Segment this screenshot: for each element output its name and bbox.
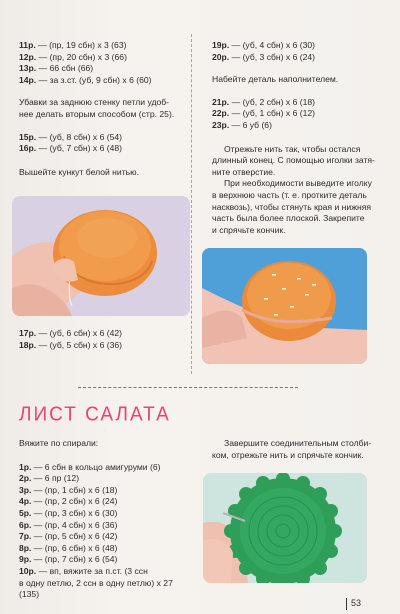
left-column-bottom <box>19 438 189 601</box>
paragraph-line: ните отверстие. <box>212 166 276 177</box>
note-line-2: нее делать вторым способом (стр. 25). <box>19 108 175 119</box>
row-text: — (уб, 6 сбн) х 6 (42) <box>36 328 123 338</box>
pattern-row <box>19 63 189 75</box>
intro-line: Вяжите по спирали: <box>19 438 99 448</box>
paragraph-line: Завершите соединительным столби- <box>224 438 372 448</box>
lettuce-illustration <box>203 473 367 583</box>
pattern-row <box>212 97 372 109</box>
left-column-mid <box>19 328 189 351</box>
row-number: 3р. <box>19 484 32 495</box>
row-10-total: (135) <box>19 589 40 600</box>
page-number: 53 <box>351 598 362 608</box>
row-text: — 6 уб (6) <box>229 119 272 130</box>
row-number: 23р. <box>212 119 230 130</box>
fill-note: Набейте деталь наполнителем. <box>212 74 339 85</box>
row-number: 16р. <box>19 143 37 154</box>
column-divider <box>191 34 192 374</box>
row-text: — вп, вяжите за п.ст. (3 ссн <box>36 565 148 576</box>
rows-list <box>212 40 372 63</box>
row-number: 19р. <box>212 40 230 50</box>
paragraph <box>212 178 372 236</box>
row-number: 5р. <box>19 507 32 518</box>
pattern-row <box>19 554 189 566</box>
pattern-row <box>19 52 189 64</box>
row-number: 7р. <box>19 531 32 542</box>
bun-illustration <box>12 196 190 316</box>
paragraph-line: часть была более плоской. Закрепите <box>212 213 365 224</box>
row-number: 2р. <box>19 473 32 484</box>
paragraph-line: и спрячьте кончик. <box>212 224 286 235</box>
right-column-bottom <box>212 438 372 461</box>
pattern-row <box>19 520 189 532</box>
row-number: 9р. <box>19 554 32 565</box>
row-number: 6р. <box>19 519 32 530</box>
note-line-1: Убавки за заднюю стенку петли удоб- <box>19 97 170 108</box>
row-text: — (уб, 5 сбн) х 6 (36) <box>36 339 123 350</box>
row-text: — (уб, 2 сбн) х 6 (18) <box>229 96 316 107</box>
row-number: 20р. <box>212 51 230 62</box>
paragraph-line: Отрежьте нить так, чтобы остался <box>224 143 361 154</box>
pattern-row <box>212 40 372 52</box>
row-number: 8р. <box>19 542 32 553</box>
row-number: 11р. <box>19 40 36 50</box>
pattern-row <box>19 473 189 485</box>
pattern-row <box>19 328 189 340</box>
paragraph-line: в верхнюю часть (т. е. протките деталь <box>212 189 367 200</box>
pattern-row <box>19 143 189 155</box>
row-number: 17р. <box>19 328 37 338</box>
row-number: 12р. <box>19 51 37 62</box>
row-text: — (пр, 20 сбн) х 3 (66) <box>36 51 127 62</box>
row-number: 15р. <box>19 131 37 142</box>
row-number: 21р. <box>212 96 230 107</box>
paragraph-line: длинный конец. С помощью иголки затя- <box>212 155 375 166</box>
embroider-note: Вышейте кункут белой нитью. <box>19 166 139 177</box>
left-column-top <box>19 40 189 178</box>
row-number: 14р. <box>19 74 37 85</box>
row-text: — (пр, 7 сбн) х 6 (54) <box>31 554 118 565</box>
row-text: — (уб, 7 сбн) х 6 (48) <box>36 143 123 154</box>
row-text: — (уб, 3 сбн) х 6 (24) <box>229 51 316 62</box>
paragraph <box>212 438 372 461</box>
row-10-cont: в одну петлю, 2 ссн в одну петлю) х 27 <box>19 577 173 588</box>
row-10 <box>19 566 189 578</box>
row-number: 18р. <box>19 339 37 350</box>
pattern-row <box>19 485 189 497</box>
row-text: — (пр, 3 сбн) х 6 (30) <box>31 507 118 518</box>
bun-photo <box>12 196 190 316</box>
paragraph-line: насквозь), чтобы стянуть края и нижняя <box>212 201 371 212</box>
row-text: — (уб, 4 сбн) х 6 (30) <box>229 40 316 50</box>
pattern-row <box>19 40 189 52</box>
row-text: — (пр, 4 сбн) х 6 (36) <box>31 519 118 530</box>
section-title: ЛИСТ САЛАТА <box>19 403 171 426</box>
row-number: 1р. <box>19 461 32 472</box>
paragraph <box>212 143 375 179</box>
pattern-row <box>19 496 189 508</box>
pattern-row <box>19 531 189 543</box>
row-text: — 6 пр (12) <box>31 473 80 484</box>
rows-list <box>19 462 189 566</box>
row-number: 13р. <box>19 63 37 74</box>
pattern-row <box>19 340 189 352</box>
pattern-row <box>19 462 189 474</box>
pattern-row <box>19 132 189 144</box>
row-text: — (уб, 8 сбн) х 6 (54) <box>36 131 123 142</box>
pattern-row <box>19 508 189 520</box>
flat-bun-illustration <box>202 248 367 364</box>
row-text: — (пр, 5 сбн) х 6 (42) <box>31 531 118 542</box>
paragraph-line: ком, отрежьте нить и спрячьте кончик. <box>212 449 364 460</box>
row-text: — (уб, 1 сбн) х 6 (12) <box>229 108 316 119</box>
row-number: 22р. <box>212 108 230 119</box>
row-text: — (пр, 6 сбн) х 6 (48) <box>31 542 118 553</box>
rows-list <box>212 97 372 132</box>
page-number-separator <box>346 598 347 610</box>
section-divider <box>78 387 298 388</box>
row-text: — (пр, 2 сбн) х 6 (24) <box>31 496 118 507</box>
rows-list <box>19 40 189 86</box>
lettuce-photo <box>203 473 367 583</box>
row-number: 4р. <box>19 496 32 507</box>
right-column-top <box>212 40 375 236</box>
rows-list <box>19 132 189 155</box>
row-text: — (пр, 19 сбн) х 3 (63) <box>35 40 127 50</box>
pattern-row <box>19 543 189 555</box>
row-text: — за з.ст. (уб, 9 сбн) х 6 (60) <box>36 74 152 85</box>
paragraph-line: При необходимости выведите иголку <box>224 178 372 189</box>
flat-bun-photo <box>202 248 367 364</box>
row-text: — 66 сбн (66) <box>36 63 94 74</box>
row-number: 10р. <box>19 565 37 576</box>
pattern-row <box>212 120 372 132</box>
pattern-row <box>19 75 189 87</box>
row-text: — 6 сбн в кольцо амигуруми (6) <box>31 461 161 472</box>
rows-list <box>19 328 189 351</box>
pattern-row <box>212 52 372 64</box>
pattern-row <box>212 108 372 120</box>
row-text: — (пр, 1 сбн) х 6 (18) <box>31 484 118 495</box>
